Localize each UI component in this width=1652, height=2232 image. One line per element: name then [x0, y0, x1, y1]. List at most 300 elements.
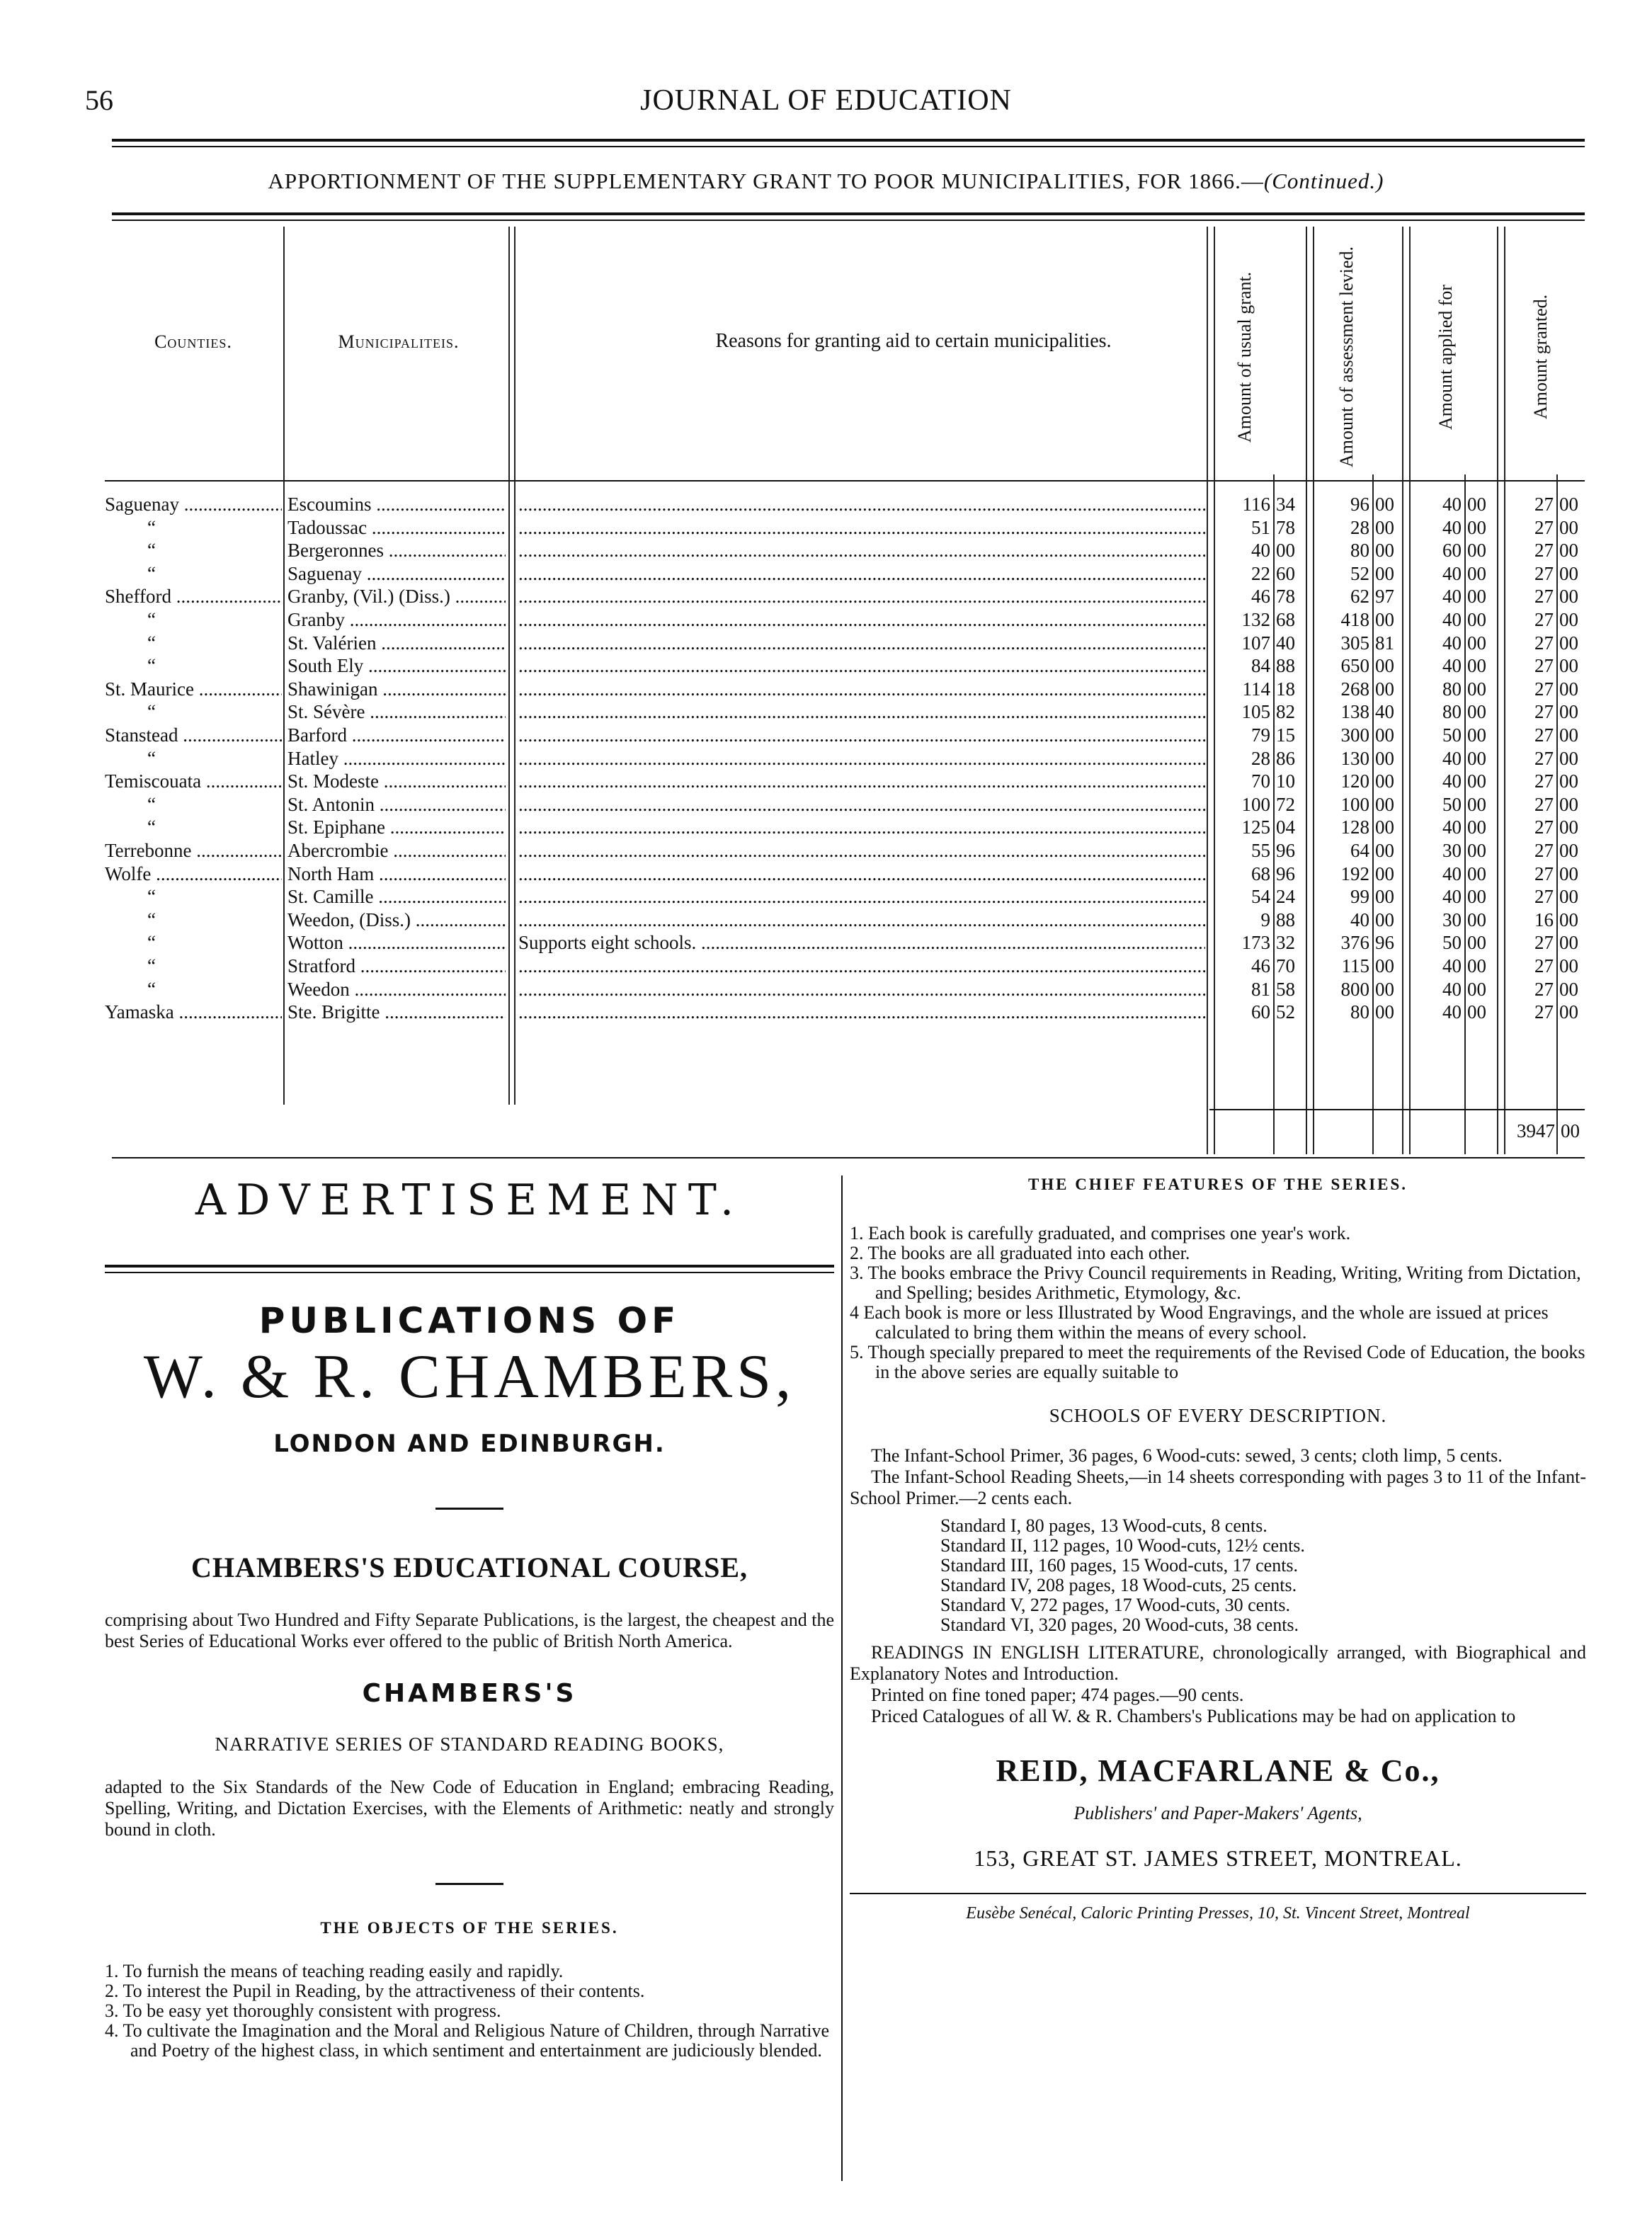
- reason-cell: [518, 839, 1205, 862]
- header-reasons: Reasons for granting aid to certain municipalities.: [715, 330, 1112, 352]
- granted-dollars-cell: 27: [1534, 609, 1554, 630]
- granted-dollars-cell: 27: [1534, 678, 1554, 700]
- objects-list-item: 3. To be easy yet thoroughly consistent with progress.: [105, 2000, 501, 2021]
- features-heading: THE CHIEF FEATURES OF THE SERIES.: [1027, 1175, 1408, 1193]
- applied-cents-cell: 00: [1467, 609, 1486, 630]
- assess-dollars-cell: 130: [1340, 747, 1369, 769]
- county-cell: “: [147, 516, 156, 538]
- granted-dollars-cell: 27: [1534, 586, 1554, 608]
- granted-dollars-cell: 27: [1534, 770, 1554, 792]
- applied-dollars-cell: 80: [1442, 678, 1462, 700]
- granted-cents-cell: 00: [1559, 655, 1578, 677]
- applied-cents-cell: 00: [1467, 724, 1486, 746]
- reason-cell: [518, 516, 1205, 539]
- assess-cents-cell: 00: [1375, 909, 1394, 930]
- applied-cents-cell: 00: [1467, 632, 1486, 654]
- publisher-locations: LONDON AND EDINBURGH.: [273, 1430, 666, 1458]
- usual-cents-cell: 82: [1276, 701, 1295, 723]
- header-bottom-rule: [105, 480, 1585, 482]
- assess-cents-cell: 00: [1375, 747, 1394, 769]
- agent-address: 153, GREAT ST. JAMES STREET, MONTREAL.: [974, 1845, 1462, 1871]
- applied-dollars-cell: 40: [1442, 770, 1462, 792]
- applied-cents-cell: 00: [1467, 793, 1486, 815]
- usual-dollars-cell: 46: [1251, 955, 1270, 976]
- granted-cents-cell: 00: [1559, 1001, 1578, 1023]
- table-row: [105, 931, 1585, 954]
- features-list-item: 5. Though specially prepared to meet the requirements of the Revised Code of Education, the books in the above series are equally suitable to: [850, 1342, 1585, 1382]
- reason-cell: [518, 955, 1205, 977]
- reason-cell: [518, 678, 1205, 700]
- granted-dollars-cell: 27: [1534, 886, 1554, 908]
- granted-cents-cell: 00: [1559, 678, 1578, 700]
- applied-dollars-cell: 40: [1442, 886, 1462, 908]
- county-cell: St. Maurice .....: [105, 678, 282, 700]
- usual-cents-cell: 78: [1276, 516, 1295, 538]
- granted-dollars-cell: 27: [1534, 562, 1554, 584]
- municipality-cell: Abercrombie .....: [287, 839, 506, 862]
- municipality-cell: Bergeronnes .....: [287, 539, 506, 562]
- assess-dollars-cell: 192: [1340, 862, 1369, 884]
- adv-rule-thick: [105, 1265, 834, 1268]
- table-caption: [0, 169, 1652, 194]
- municipality-cell: St. Epiphane .....: [287, 816, 506, 838]
- objects-list-item: 4. To cultivate the Imagination and the Moral and Religious Nature of Children, through Narrative and Poetry of the highest class, in which sentiment and entertainment are judiciously blended.: [105, 2020, 829, 2061]
- applied-cents-cell: 00: [1467, 701, 1486, 723]
- catalogues-text: Priced Catalogues of all W. & R. Chambers's Publications may be had on application to: [871, 1706, 1516, 1726]
- municipality-cell: Tadoussac .....: [287, 516, 506, 539]
- standard-item: Standard I, 80 pages, 13 Wood-cuts, 8 cents.: [940, 1515, 1268, 1536]
- usual-dollars-cell: 28: [1251, 747, 1270, 769]
- applied-cents-cell: 00: [1467, 747, 1486, 769]
- applied-dollars-cell: 40: [1442, 632, 1462, 654]
- usual-dollars-cell: 105: [1241, 701, 1270, 723]
- county-cell: “: [147, 978, 156, 1000]
- table-row: [105, 1001, 1585, 1023]
- county-cell: “: [147, 632, 156, 654]
- applied-cents-cell: 00: [1467, 494, 1486, 515]
- applied-cents-cell: 00: [1467, 932, 1486, 954]
- assess-dollars-cell: 100: [1340, 793, 1369, 815]
- usual-cents-cell: 18: [1276, 678, 1295, 700]
- usual-cents-cell: 24: [1276, 886, 1295, 908]
- assess-dollars-cell: 268: [1340, 678, 1369, 700]
- applied-dollars-cell: 30: [1442, 840, 1462, 861]
- standard-item: Standard VI, 320 pages, 20 Wood-cuts, 38 cents.: [940, 1615, 1299, 1635]
- granted-cents-cell: 00: [1559, 609, 1578, 630]
- standard-item: Standard II, 112 pages, 10 Wood-cuts, 12½ cents.: [940, 1535, 1305, 1556]
- primer-text: The Infant-School Primer, 36 pages, 6 Wood-cuts: sewed, 3 cents; cloth limp, 5 cents.: [871, 1445, 1503, 1466]
- reason-cell: [518, 747, 1205, 770]
- granted-cents-cell: 00: [1559, 932, 1578, 954]
- assess-cents-cell: 00: [1375, 978, 1394, 1000]
- applied-dollars-cell: 40: [1442, 1001, 1462, 1023]
- granted-cents-cell: 00: [1559, 909, 1578, 930]
- publisher-name: W. & R. CHAMBERS,: [143, 1343, 796, 1411]
- standard-item: Standard V, 272 pages, 17 Wood-cuts, 30 cents.: [940, 1595, 1291, 1615]
- applied-cents-cell: 00: [1467, 909, 1486, 930]
- county-cell: Stanstead .....: [105, 724, 282, 746]
- series-description: adapted to the Six Standards of the New Code of Education in England; embracing Reading, Spelling, Writing, and Dictation Exercises, with the Elements of Arithmetic: neatly and strongly bound in cloth.: [105, 1777, 834, 1840]
- table-row: [105, 747, 1585, 770]
- applied-cents-cell: 00: [1467, 886, 1486, 908]
- applied-dollars-cell: 40: [1442, 516, 1462, 538]
- reason-cell: [518, 585, 1205, 608]
- reason-cell: [518, 724, 1205, 746]
- table-row: [105, 839, 1585, 862]
- applied-cents-cell: 00: [1467, 1001, 1486, 1023]
- reason-cell: Supports eight schools. .....: [518, 931, 1205, 954]
- course-description: comprising about Two Hundred and Fifty Separate Publications, is the largest, the cheapest and the best Series of Educational Works ever offered to the public of British North America.: [105, 1610, 834, 1651]
- features-list-item: 2. The books are all graduated into each other.: [850, 1243, 1190, 1263]
- usual-cents-cell: 68: [1276, 609, 1295, 630]
- series-title: CHAMBERS'S: [362, 1679, 577, 1708]
- assess-dollars-cell: 138: [1340, 701, 1369, 723]
- usual-cents-cell: 52: [1276, 1001, 1295, 1023]
- reason-cell: [518, 862, 1205, 885]
- header-rule-thick: [112, 139, 1585, 142]
- features-list-item: 3. The books embrace the Privy Council requirements in Reading, Writing, Writing from Dictation, and Spelling; besides Arithmetic, Etymology, &c.: [850, 1263, 1581, 1303]
- applied-dollars-cell: 40: [1442, 562, 1462, 584]
- granted-dollars-cell: 27: [1534, 540, 1554, 562]
- usual-dollars-cell: 114: [1242, 678, 1270, 700]
- granted-dollars-cell: 27: [1534, 494, 1554, 515]
- assess-dollars-cell: 305: [1340, 632, 1369, 654]
- applied-cents-cell: 00: [1467, 840, 1486, 861]
- granted-cents-cell: 00: [1559, 724, 1578, 746]
- table-row: [105, 585, 1585, 608]
- table-caption-continued: (Continued.): [1263, 169, 1384, 193]
- municipality-cell: Weedon .....: [287, 978, 506, 1001]
- granted-dollars-cell: 27: [1534, 1001, 1554, 1023]
- county-cell: “: [147, 655, 156, 677]
- assess-dollars-cell: 80: [1350, 1001, 1369, 1023]
- journal-title: JOURNAL OF EDUCATION: [640, 84, 1012, 117]
- municipality-cell: Granby .....: [287, 608, 506, 631]
- usual-cents-cell: 58: [1276, 978, 1295, 1000]
- usual-cents-cell: 86: [1276, 747, 1295, 769]
- usual-dollars-cell: 173: [1241, 932, 1270, 954]
- reason-cell: [518, 816, 1205, 838]
- usual-dollars-cell: 79: [1251, 724, 1270, 746]
- granted-dollars-cell: 27: [1534, 655, 1554, 677]
- municipality-cell: St. Sévère .....: [287, 700, 506, 723]
- agent-name: REID, MACFARLANE & Co.,: [996, 1753, 1440, 1788]
- usual-cents-cell: 78: [1276, 586, 1295, 608]
- table-row: [105, 862, 1585, 885]
- granted-dollars-cell: 27: [1534, 701, 1554, 723]
- granted-dollars-cell: 27: [1534, 724, 1554, 746]
- features-list: [850, 1224, 1586, 1382]
- county-cell: “: [147, 909, 156, 930]
- assess-cents-cell: 96: [1375, 932, 1394, 954]
- applied-cents-cell: 00: [1467, 978, 1486, 1000]
- usual-dollars-cell: 132: [1241, 609, 1270, 630]
- assess-dollars-cell: 418: [1340, 609, 1369, 630]
- header-municipalities: Municipaliteis.: [338, 331, 460, 352]
- objects-list-item: 1. To furnish the means of teaching reading easily and rapidly.: [105, 1961, 564, 1981]
- usual-cents-cell: 88: [1276, 655, 1295, 677]
- assess-cents-cell: 00: [1375, 886, 1394, 908]
- objects-heading: THE OBJECTS OF THE SERIES.: [320, 1919, 619, 1937]
- applied-cents-cell: 00: [1467, 770, 1486, 792]
- usual-dollars-cell: 70: [1251, 770, 1270, 792]
- municipality-cell: Ste. Brigitte .....: [287, 1001, 506, 1023]
- granted-cents-cell: 00: [1559, 540, 1578, 562]
- granted-cents-cell: 00: [1559, 886, 1578, 908]
- granted-cents-cell: 00: [1559, 701, 1578, 723]
- assess-cents-cell: 00: [1375, 793, 1394, 815]
- assess-cents-cell: 00: [1375, 862, 1394, 884]
- applied-cents-cell: 00: [1467, 655, 1486, 677]
- applied-dollars-cell: 40: [1442, 494, 1462, 515]
- county-cell: Shefford .....: [105, 585, 282, 608]
- header-usual-grant: Amount of usual grant.: [1234, 271, 1255, 443]
- usual-dollars-cell: 81: [1251, 978, 1270, 1000]
- municipality-cell: Granby, (Vil.) (Diss.) .....: [287, 585, 506, 608]
- assess-dollars-cell: 800: [1340, 978, 1369, 1000]
- page-number: 56: [85, 84, 113, 116]
- usual-dollars-cell: 107: [1241, 632, 1270, 654]
- table-caption-main: APPORTIONMENT OF THE SUPPLEMENTARY GRANT TO POOR MUNICIPALITIES, FOR 1866.—: [268, 169, 1264, 193]
- usual-dollars-cell: 40: [1251, 540, 1270, 562]
- table-row: [105, 700, 1585, 723]
- county-cell: “: [147, 932, 156, 954]
- granted-cents-cell: 00: [1559, 747, 1578, 769]
- granted-cents-cell: 00: [1559, 586, 1578, 608]
- usual-cents-cell: 96: [1276, 862, 1295, 884]
- reason-cell: [518, 539, 1205, 562]
- usual-cents-cell: 40: [1276, 632, 1295, 654]
- municipality-cell: Barford .....: [287, 724, 506, 746]
- applied-dollars-cell: 40: [1442, 655, 1462, 677]
- course-title: CHAMBERS'S EDUCATIONAL COURSE,: [190, 1551, 748, 1583]
- county-cell: “: [147, 701, 156, 723]
- usual-cents-cell: 00: [1276, 540, 1295, 562]
- assess-dollars-cell: 376: [1340, 932, 1369, 954]
- assess-dollars-cell: 40: [1350, 909, 1369, 930]
- county-cell: Wolfe .....: [105, 862, 282, 885]
- table-row: [105, 885, 1585, 908]
- municipality-cell: Hatley .....: [287, 747, 506, 770]
- granted-dollars-cell: 27: [1534, 747, 1554, 769]
- assess-cents-cell: 00: [1375, 655, 1394, 677]
- features-list-item: 1. Each book is carefully graduated, and comprises one year's work.: [850, 1223, 1351, 1243]
- applied-dollars-cell: 50: [1442, 932, 1462, 954]
- municipality-cell: St. Antonin .....: [287, 793, 506, 816]
- total-rule: [1209, 1109, 1585, 1110]
- usual-cents-cell: 72: [1276, 793, 1295, 815]
- granted-dollars-cell: 27: [1534, 978, 1554, 1000]
- standard-item: Standard IV, 208 pages, 18 Wood-cuts, 25 cents.: [940, 1575, 1297, 1595]
- header-assessment: Amount of assessment levied.: [1336, 246, 1357, 467]
- usual-dollars-cell: 68: [1251, 862, 1270, 884]
- applied-dollars-cell: 80: [1442, 701, 1462, 723]
- county-cell: Yamaska .....: [105, 1001, 282, 1023]
- county-cell: “: [147, 540, 156, 562]
- usual-dollars-cell: 84: [1251, 655, 1270, 677]
- applied-dollars-cell: 30: [1442, 909, 1462, 930]
- column-divider: [841, 1175, 843, 2181]
- usual-cents-cell: 60: [1276, 562, 1295, 584]
- schools-heading: SCHOOLS OF EVERY DESCRIPTION.: [1049, 1405, 1387, 1426]
- table-row: [105, 909, 1585, 931]
- table-row: [105, 539, 1585, 562]
- reason-cell: [518, 632, 1205, 654]
- usual-dollars-cell: 100: [1241, 793, 1270, 815]
- usual-dollars-cell: 22: [1251, 562, 1270, 584]
- granted-cents-cell: 00: [1559, 793, 1578, 815]
- granted-dollars-cell: 16: [1534, 909, 1554, 930]
- municipality-cell: St. Modeste .....: [287, 770, 506, 792]
- reason-cell: [518, 493, 1205, 516]
- granted-cents-cell: 00: [1559, 955, 1578, 976]
- municipality-cell: North Ham .....: [287, 862, 506, 885]
- county-cell: Temiscouata .....: [105, 770, 282, 792]
- table-row: [105, 978, 1585, 1001]
- reason-cell: [518, 654, 1205, 677]
- municipality-cell: Escoumins .....: [287, 493, 506, 516]
- sheets-text: The Infant-School Reading Sheets,—in 14 sheets corresponding with pages 3 to 11 of the Infant-School Primer.—2 cents each.: [850, 1467, 1586, 1508]
- reason-cell: [518, 562, 1205, 585]
- readings-text: READINGS IN ENGLISH LITERATURE, chronologically arranged, with Biographical and Explanatory Notes and Introduction.: [850, 1642, 1586, 1684]
- usual-cents-cell: 34: [1276, 494, 1295, 515]
- county-cell: “: [147, 955, 156, 976]
- standards-list: [850, 1516, 1586, 1635]
- reason-cell: [518, 978, 1205, 1001]
- assess-cents-cell: 00: [1375, 516, 1394, 538]
- assess-dollars-cell: 80: [1350, 540, 1369, 562]
- table-row: [105, 816, 1585, 838]
- assess-cents-cell: 00: [1375, 1001, 1394, 1023]
- header-applied-for: Amount applied for: [1435, 284, 1456, 430]
- reason-cell: [518, 793, 1205, 816]
- granted-dollars-cell: 27: [1534, 816, 1554, 838]
- assess-cents-cell: 00: [1375, 540, 1394, 562]
- assess-cents-cell: 00: [1375, 770, 1394, 792]
- assess-dollars-cell: 120: [1340, 770, 1369, 792]
- agent-role: Publishers' and Paper-Makers' Agents,: [1073, 1803, 1362, 1823]
- table-bottom-rule: [112, 1157, 1585, 1158]
- assess-cents-cell: 00: [1375, 494, 1394, 515]
- table-row: [105, 654, 1585, 677]
- usual-cents-cell: 88: [1276, 909, 1295, 930]
- table-row: [105, 493, 1585, 516]
- assess-dollars-cell: 96: [1350, 494, 1369, 515]
- municipality-cell: Weedon, (Diss.) .....: [287, 909, 506, 931]
- reason-cell: [518, 909, 1205, 931]
- assess-dollars-cell: 115: [1341, 955, 1369, 976]
- features-list-item: 4 Each book is more or less Illustrated by Wood Engravings, and the whole are issued at prices calculated to bring them within the means of every school.: [850, 1302, 1549, 1343]
- applied-cents-cell: 00: [1467, 678, 1486, 700]
- table-row: [105, 724, 1585, 746]
- table-top-rule-thick: [112, 212, 1585, 215]
- usual-cents-cell: 04: [1276, 816, 1295, 838]
- assess-cents-cell: 00: [1375, 955, 1394, 976]
- county-cell: “: [147, 562, 156, 584]
- granted-cents-cell: 00: [1559, 770, 1578, 792]
- applied-cents-cell: 00: [1467, 955, 1486, 976]
- table-row: [105, 793, 1585, 816]
- reason-cell: [518, 700, 1205, 723]
- applied-dollars-cell: 40: [1442, 609, 1462, 630]
- applied-dollars-cell: 40: [1442, 955, 1462, 976]
- advertisement-right-column: [850, 1175, 1586, 1923]
- assess-dollars-cell: 128: [1340, 816, 1369, 838]
- reason-cell: [518, 770, 1205, 792]
- applied-dollars-cell: 60: [1442, 540, 1462, 562]
- usual-cents-cell: 96: [1276, 840, 1295, 861]
- municipality-cell: Stratford .....: [287, 955, 506, 977]
- usual-dollars-cell: 51: [1251, 516, 1270, 538]
- assess-dollars-cell: 300: [1340, 724, 1369, 746]
- applied-dollars-cell: 40: [1442, 586, 1462, 608]
- granted-dollars-cell: 27: [1534, 516, 1554, 538]
- usual-dollars-cell: 46: [1251, 586, 1270, 608]
- usual-dollars-cell: 54: [1251, 886, 1270, 908]
- assess-dollars-cell: 28: [1350, 516, 1369, 538]
- applied-dollars-cell: 40: [1442, 862, 1462, 884]
- assess-cents-cell: 40: [1375, 701, 1394, 723]
- municipality-cell: St. Valérien .....: [287, 632, 506, 654]
- applied-dollars-cell: 40: [1442, 978, 1462, 1000]
- usual-cents-cell: 70: [1276, 955, 1295, 976]
- header-counties: Counties.: [154, 331, 232, 352]
- assess-cents-cell: 00: [1375, 840, 1394, 861]
- granted-cents-cell: 00: [1559, 862, 1578, 884]
- usual-cents-cell: 10: [1276, 770, 1295, 792]
- header-granted: Amount granted.: [1530, 294, 1551, 420]
- assess-dollars-cell: 52: [1350, 562, 1369, 584]
- assess-dollars-cell: 64: [1350, 840, 1369, 861]
- granted-dollars-cell: 27: [1534, 632, 1554, 654]
- usual-dollars-cell: 60: [1251, 1001, 1270, 1023]
- granted-dollars-cell: 27: [1534, 793, 1554, 815]
- table-row: [105, 608, 1585, 631]
- applied-dollars-cell: 50: [1442, 724, 1462, 746]
- usual-dollars-cell: 125: [1241, 816, 1270, 838]
- reason-cell: [518, 1001, 1205, 1023]
- usual-cents-cell: 32: [1276, 932, 1295, 954]
- municipality-cell: Saguenay .....: [287, 562, 506, 585]
- granted-dollars-cell: 27: [1534, 955, 1554, 976]
- assess-cents-cell: 00: [1375, 609, 1394, 630]
- granted-dollars-cell: 27: [1534, 840, 1554, 861]
- municipality-cell: Shawinigan .....: [287, 678, 506, 700]
- assess-cents-cell: 00: [1375, 724, 1394, 746]
- usual-dollars-cell: 9: [1260, 909, 1270, 930]
- publications-of: PUBLICATIONS OF: [258, 1300, 680, 1341]
- applied-cents-cell: 00: [1467, 562, 1486, 584]
- table-row: [105, 632, 1585, 654]
- adv-rule-thin: [105, 1272, 834, 1273]
- granted-dollars-cell: 27: [1534, 932, 1554, 954]
- table-row: [105, 955, 1585, 977]
- applied-dollars-cell: 40: [1442, 816, 1462, 838]
- municipality-cell: Wotton .....: [287, 931, 506, 954]
- advertisement-left-column: [105, 1175, 834, 2061]
- table-top-rule-thin: [112, 220, 1585, 221]
- municipality-cell: St. Camille .....: [287, 885, 506, 908]
- granted-cents-cell: 00: [1559, 516, 1578, 538]
- assess-dollars-cell: 99: [1350, 886, 1369, 908]
- applied-cents-cell: 00: [1467, 586, 1486, 608]
- reason-cell: [518, 608, 1205, 631]
- standard-item: Standard III, 160 pages, 15 Wood-cuts, 17 cents.: [940, 1555, 1299, 1576]
- applied-cents-cell: 00: [1467, 816, 1486, 838]
- applied-cents-cell: 00: [1467, 862, 1486, 884]
- usual-cents-cell: 15: [1276, 724, 1295, 746]
- printer-imprint: Eusèbe Senécal, Caloric Printing Presses, 10, St. Vincent Street, Montreal: [966, 1904, 1470, 1923]
